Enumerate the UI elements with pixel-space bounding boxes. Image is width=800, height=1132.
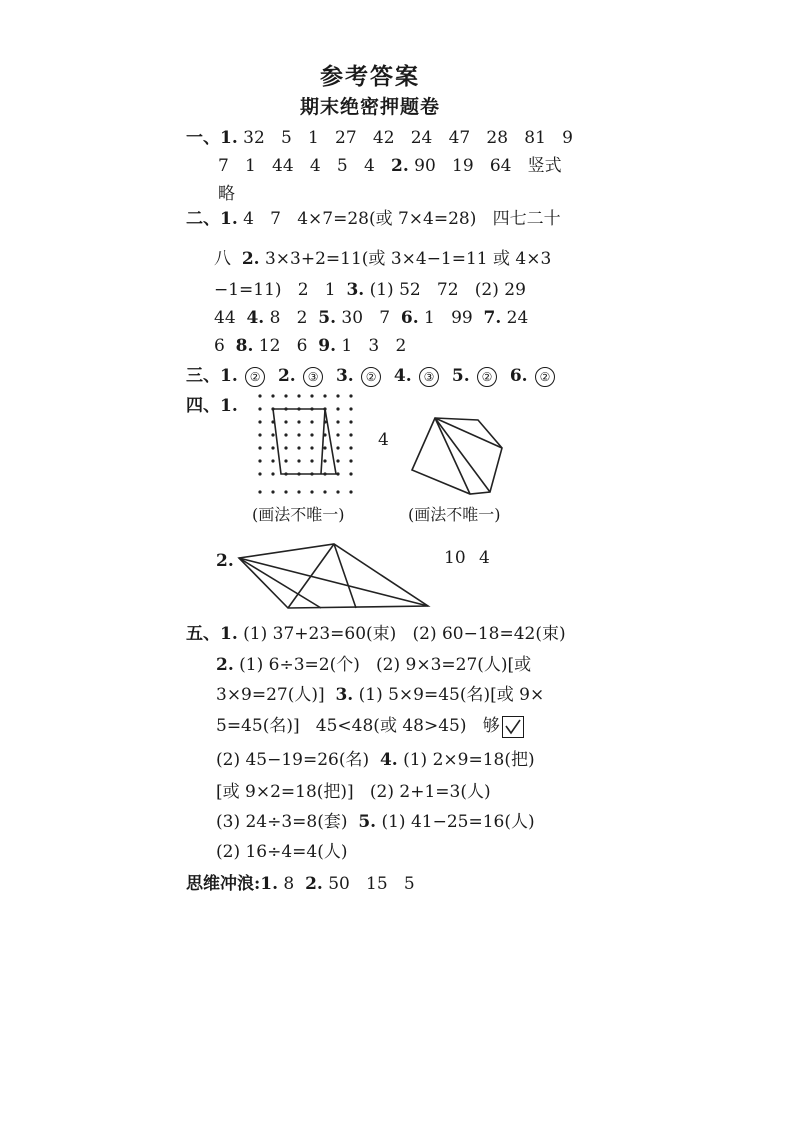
section-2-line-2 — [214, 247, 551, 271]
section-1-line-3 — [218, 182, 235, 206]
section-5-text: (3) 24÷3=8(套) — [216, 812, 359, 832]
section-3-q6-label: 6. — [509, 366, 528, 386]
section-2-text: −1=11) 2 1 — [214, 280, 347, 300]
answer-4b: 4 — [479, 548, 490, 568]
section-6-q2-answer: 50 15 5 — [322, 874, 415, 894]
section-5-line-8 — [216, 840, 348, 864]
section-1-line-1 — [186, 126, 573, 150]
section-1-q2-answers: 90 19 64 竖式 — [408, 156, 562, 176]
section-3-q3-label: 3. — [335, 366, 354, 386]
choice-circle: ② — [477, 367, 497, 387]
section-2-q6-label: 6. — [400, 308, 419, 328]
section-1-head: 一、1. — [186, 128, 238, 148]
section-5-q2-label: 2. — [216, 655, 234, 675]
section-5-q3-label: 3. — [335, 685, 354, 705]
section-2-line-1 — [186, 207, 561, 231]
section-4-head: 四、1. — [186, 396, 238, 416]
section-5-text: (2) 16÷4=4(人) — [216, 842, 348, 862]
section-2-q3-answer: (1) 52 72 (2) 29 — [364, 280, 526, 300]
section-2-q7-label: 7. — [483, 308, 502, 328]
section-5-head: 五、1. — [186, 624, 238, 644]
section-5-text: 5=45(名)] 45<48(或 48>45) 够 — [216, 716, 500, 736]
section-5-line-2 — [216, 653, 531, 677]
choice-circle: ③ — [303, 367, 323, 387]
section-2-answers-1: 4 7 4×7=28(或 7×4=28) 四七二十 — [237, 209, 561, 229]
section-6-head: 思维冲浪:1. — [186, 874, 279, 894]
section-4-q2-label: 2. — [216, 551, 234, 571]
choice-circle: ② — [535, 367, 555, 387]
section-5-q5-answer: (1) 41−25=16(人) — [376, 812, 535, 832]
choice-circle: ③ — [419, 367, 439, 387]
section-2-line-5 — [214, 334, 406, 358]
section-1-answers-2: 7 1 44 4 5 4 — [218, 156, 375, 176]
section-2-line-4 — [214, 306, 528, 330]
choice-circle: ② — [245, 367, 265, 387]
section-5-text: (2) 45−19=26(名) — [216, 750, 380, 770]
section-6-q2-label: 2. — [305, 874, 323, 894]
section-2-q6-answer: 1 99 — [418, 308, 484, 328]
caption-right: (画法不唯一) — [408, 505, 501, 524]
answer-4: 4 — [378, 430, 389, 450]
section-2-head: 二、1. — [186, 209, 238, 229]
section-2-q5-answer: 30 7 — [336, 308, 401, 328]
section-2-q3-label: 3. — [346, 280, 365, 300]
quadrilateral-figure — [236, 538, 432, 612]
section-5-line-5 — [216, 748, 535, 772]
trapezoid-shape — [273, 409, 336, 474]
section-2-q9-label: 9. — [318, 336, 336, 356]
section-2-text: 八 — [214, 249, 242, 269]
section-5-q2-answer: (1) 6÷3=2(个) (2) 9×3=27(人)[或 — [233, 655, 532, 675]
section-2-q8-label: 8. — [235, 336, 254, 356]
section-5-text: [或 9×2=18(把)] (2) 2+1=3(人) — [216, 782, 491, 802]
dot-grid-figure — [252, 388, 362, 500]
section-2-q2-answer: 3×3+2=11(或 3×4−1=11 或 4×3 — [259, 249, 552, 269]
hexagon-figure — [410, 410, 510, 502]
section-2-text: 44 — [214, 308, 247, 328]
caption-left: (画法不唯一) — [252, 505, 345, 524]
section-3-q4-label: 4. — [393, 366, 412, 386]
section-1-line-2 — [218, 154, 562, 178]
section-1-note: 略 — [218, 184, 235, 204]
section-4-head-line — [186, 394, 238, 418]
section-5-q3-answer: (1) 5×9=45(名)[或 9× — [353, 685, 545, 705]
section-5-q1-answer: (1) 37+23=60(束) (2) 60−18=42(束) — [237, 624, 566, 644]
section-2-q9-answer: 1 3 2 — [336, 336, 407, 356]
section-2-q2-label: 2. — [241, 249, 260, 269]
section-2-q8-answer: 12 6 — [253, 336, 319, 356]
section-2-q5-label: 5. — [318, 308, 337, 328]
section-5-q4-label: 4. — [379, 750, 398, 770]
section-3-head: 三、1. — [186, 366, 238, 386]
section-5-line-4 — [216, 714, 524, 738]
section-6-q1-answer: 8 — [278, 874, 306, 894]
page-title: 参考答案 — [320, 63, 420, 90]
answer-10: 10 — [444, 548, 466, 568]
page-subtitle: 期末绝密押题卷 — [299, 96, 440, 118]
section-2-text: 6 — [214, 336, 236, 356]
section-5-line-3 — [216, 683, 544, 707]
section-1-answers: 32 5 1 27 42 24 47 28 81 9 — [237, 128, 573, 148]
choice-circle: ② — [361, 367, 381, 387]
section-3-q2-label: 2. — [277, 366, 296, 386]
section-2-q7-answer: 24 — [501, 308, 529, 328]
section-5-line-6 — [216, 780, 491, 804]
section-2-q4-answer: 8 2 — [264, 308, 319, 328]
section-1-q2-label: 2. — [391, 156, 409, 176]
section-6-line — [186, 872, 415, 896]
section-2-q4-label: 4. — [246, 308, 265, 328]
section-5-line-1 — [186, 622, 566, 646]
section-5-text: 3×9=27(人)] — [216, 685, 336, 705]
section-5-line-7 — [216, 810, 535, 834]
section-5-q4-answer: (1) 2×9=18(把) — [397, 750, 535, 770]
section-3-q5-label: 5. — [451, 366, 470, 386]
section-3-line — [186, 364, 557, 388]
section-5-q5-label: 5. — [358, 812, 377, 832]
section-2-line-3 — [214, 278, 526, 302]
checkmark-box-icon — [502, 716, 524, 738]
